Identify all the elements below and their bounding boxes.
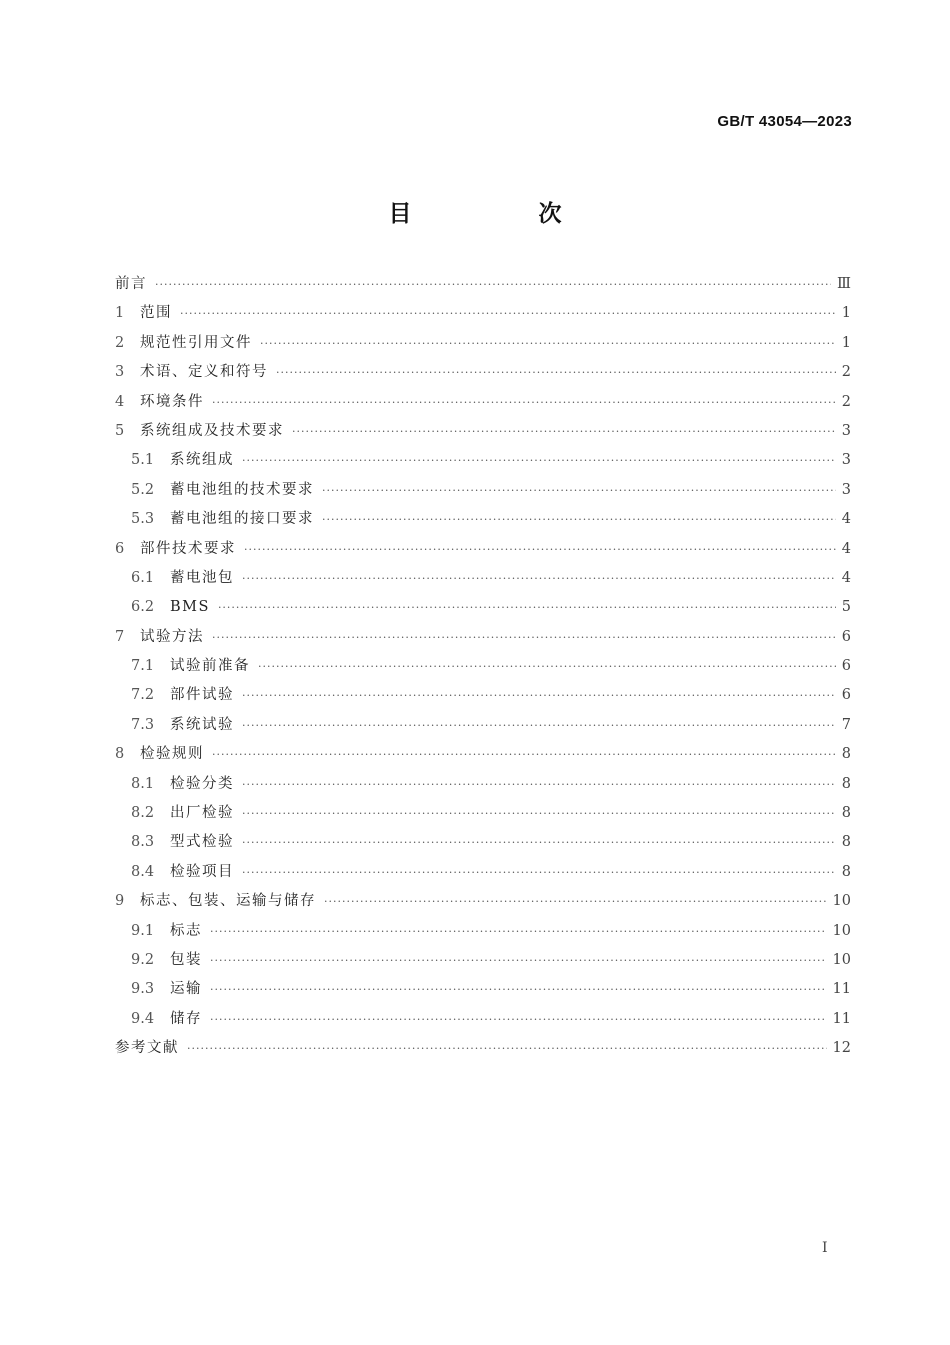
- toc-dot-leader: [260, 329, 836, 358]
- toc-entry-number: 9: [115, 893, 125, 910]
- toc-entry-number: 9.4: [131, 1010, 155, 1027]
- toc-entry[interactable]: [115, 887, 851, 916]
- toc-entry-label: 检验项目: [170, 863, 234, 880]
- toc-entry-label: 储存: [170, 1010, 202, 1027]
- toc-dot-leader: [242, 564, 836, 593]
- toc-entry-label: 前言: [115, 276, 147, 292]
- toc-entry[interactable]: [115, 593, 851, 622]
- toc-entry-page: 11: [832, 1010, 851, 1027]
- toc-dot-leader: [210, 1005, 827, 1034]
- toc-entry-page: 5: [841, 599, 851, 616]
- toc-entry-page: 7: [841, 716, 851, 733]
- toc-entry[interactable]: [115, 799, 851, 828]
- toc-dot-leader: [212, 623, 836, 652]
- toc-entry[interactable]: [115, 564, 851, 593]
- toc-entry[interactable]: [115, 358, 851, 387]
- toc-entry[interactable]: [115, 681, 851, 710]
- toc-entry-number: 6.1: [131, 569, 155, 586]
- toc-entry-label: 检验规则: [140, 746, 204, 763]
- toc-entry[interactable]: [115, 270, 851, 299]
- toc-dot-leader: [210, 917, 827, 946]
- toc-entry-page: 3: [841, 452, 851, 469]
- toc-entry[interactable]: [115, 828, 851, 857]
- toc-entry-page: 8: [841, 746, 851, 763]
- toc-dot-leader: [258, 652, 836, 681]
- toc-entry-label: 包装: [170, 951, 202, 968]
- toc-dot-leader: [242, 858, 836, 887]
- toc-entry-number: 8.4: [131, 863, 155, 880]
- toc-dot-leader: [322, 505, 836, 534]
- toc-entry-page: 4: [841, 569, 851, 586]
- toc-dot-leader: [242, 681, 836, 710]
- toc-entry-page: 6: [841, 658, 851, 675]
- toc-dot-leader: [276, 358, 836, 387]
- toc-dot-leader: [292, 417, 836, 446]
- toc-entry-label: 出厂检验: [170, 805, 234, 822]
- toc-entry-number: 9.1: [131, 922, 155, 939]
- toc-entry-page: 10: [832, 922, 851, 939]
- toc-entry-label: 系统组成: [170, 452, 234, 469]
- toc-entry-page: 6: [841, 687, 851, 704]
- toc-entry-label: 型式检验: [170, 834, 234, 851]
- toc-entry-page: 4: [841, 540, 851, 557]
- toc-entry-label: 规范性引用文件: [140, 334, 252, 351]
- toc-entry-label: 蓄电池组的技术要求: [170, 481, 314, 498]
- toc-entry-page: 12: [832, 1040, 851, 1057]
- toc-entry-label: 试验方法: [140, 628, 204, 645]
- toc-entry[interactable]: [115, 476, 851, 505]
- toc-entry-number: 1: [115, 305, 125, 322]
- toc-entry[interactable]: [115, 417, 851, 446]
- toc-dot-leader: [212, 740, 836, 769]
- toc-entry-label: 标志: [170, 922, 202, 939]
- toc-entry-label: 试验前准备: [170, 658, 250, 675]
- toc-entry[interactable]: [115, 858, 851, 887]
- toc-entry[interactable]: [115, 299, 851, 328]
- toc-entry-number: 7.3: [131, 716, 155, 733]
- toc-entry-label: 蓄电池包: [170, 569, 234, 586]
- toc-dot-leader: [180, 299, 836, 328]
- toc-entry-page: 8: [841, 863, 851, 880]
- toc-dot-leader: [210, 946, 827, 975]
- toc-entry[interactable]: [115, 740, 851, 769]
- toc-entry[interactable]: [115, 770, 851, 799]
- toc-entry-label: 部件试验: [170, 687, 234, 704]
- toc-entry-number: 2: [115, 334, 125, 351]
- toc-entry-page: 10: [832, 951, 851, 968]
- toc-entry-number: 6: [115, 540, 125, 557]
- footer-page-number: Ⅰ: [822, 1240, 828, 1256]
- toc-entry-page: 11: [832, 981, 851, 998]
- toc-entry-number: 9.3: [131, 981, 155, 998]
- toc-entry-label: 蓄电池组的接口要求: [170, 511, 314, 528]
- toc-entry-page: 8: [841, 775, 851, 792]
- toc-entry[interactable]: [115, 329, 851, 358]
- toc-title: 目 次: [388, 201, 614, 227]
- toc-entry-label: 范围: [140, 305, 172, 322]
- toc-entry[interactable]: [115, 535, 851, 564]
- toc-entry-label: 标志、包装、运输与储存: [140, 893, 316, 910]
- toc-dot-leader: [218, 593, 836, 622]
- toc-dot-leader: [242, 799, 836, 828]
- toc-entry-number: 6.2: [131, 599, 155, 616]
- toc-entry-number: 5.3: [131, 511, 155, 528]
- toc-entry-page: 10: [832, 893, 851, 910]
- toc-entry-page: 8: [841, 805, 851, 822]
- toc-dot-leader: [244, 535, 836, 564]
- toc-entry-label: 术语、定义和符号: [140, 364, 268, 381]
- toc-entry-page: 3: [841, 422, 851, 439]
- toc-entry-label: 系统组成及技术要求: [140, 422, 284, 439]
- toc-entry-number: 7.2: [131, 687, 155, 704]
- toc-entry-number: 7: [115, 628, 125, 645]
- toc-entry-page: 2: [841, 364, 851, 381]
- toc-entry-number: 5: [115, 422, 125, 439]
- toc-entry-number: 8: [115, 746, 125, 763]
- toc-dot-leader: [242, 446, 836, 475]
- toc-entry[interactable]: [115, 1005, 851, 1034]
- toc-entry-page: Ⅲ: [837, 276, 851, 292]
- toc-entry[interactable]: [115, 1034, 851, 1063]
- toc-entry-label: 系统试验: [170, 716, 234, 733]
- toc-entry-number: 7.1: [131, 658, 155, 675]
- toc-entry-label: 参考文献: [115, 1040, 179, 1057]
- toc-entry-page: 6: [841, 628, 851, 645]
- toc-entry-number: 8.1: [131, 775, 155, 792]
- toc-entry-label: 部件技术要求: [140, 540, 236, 557]
- toc-entry-page: 3: [841, 481, 851, 498]
- toc-dot-leader: [242, 770, 836, 799]
- toc-entry[interactable]: [115, 505, 851, 534]
- toc-dot-leader: [210, 975, 827, 1004]
- toc-entry[interactable]: [115, 975, 851, 1004]
- toc-dot-leader: [324, 887, 827, 916]
- toc-entry-number: 8.3: [131, 834, 155, 851]
- toc-entry-number: 4: [115, 393, 125, 410]
- toc-entry-label: 检验分类: [170, 775, 234, 792]
- toc-dot-leader: [187, 1034, 827, 1063]
- toc-entry-number: 5.1: [131, 452, 155, 469]
- toc-entry-number: 9.2: [131, 951, 155, 968]
- toc-entry-number: 3: [115, 364, 125, 381]
- toc-entry-page: 8: [841, 834, 851, 851]
- toc-dot-leader: [242, 711, 836, 740]
- toc-entry[interactable]: [115, 711, 851, 740]
- toc-entry-page: 1: [841, 334, 851, 351]
- toc-dot-leader: [322, 476, 836, 505]
- toc-entry-number: 8.2: [131, 805, 155, 822]
- toc-entry[interactable]: [115, 623, 851, 652]
- toc-entry[interactable]: [115, 652, 851, 681]
- toc-entry[interactable]: [115, 917, 851, 946]
- table-of-contents: [115, 270, 851, 1064]
- toc-entry[interactable]: [115, 388, 851, 417]
- toc-entry[interactable]: [115, 446, 851, 475]
- toc-entry-label: 运输: [170, 981, 202, 998]
- toc-entry-label: 环境条件: [140, 393, 204, 410]
- toc-entry-page: 2: [841, 393, 851, 410]
- standard-number: GB/T 43054—2023: [717, 113, 852, 130]
- toc-dot-leader: [212, 388, 836, 417]
- toc-entry[interactable]: [115, 946, 851, 975]
- toc-dot-leader: [155, 270, 831, 299]
- toc-entry-page: 4: [841, 511, 851, 528]
- toc-entry-page: 1: [841, 305, 851, 322]
- toc-dot-leader: [242, 828, 836, 857]
- toc-entry-number: 5.2: [131, 481, 155, 498]
- toc-entry-label: BMS: [170, 599, 210, 616]
